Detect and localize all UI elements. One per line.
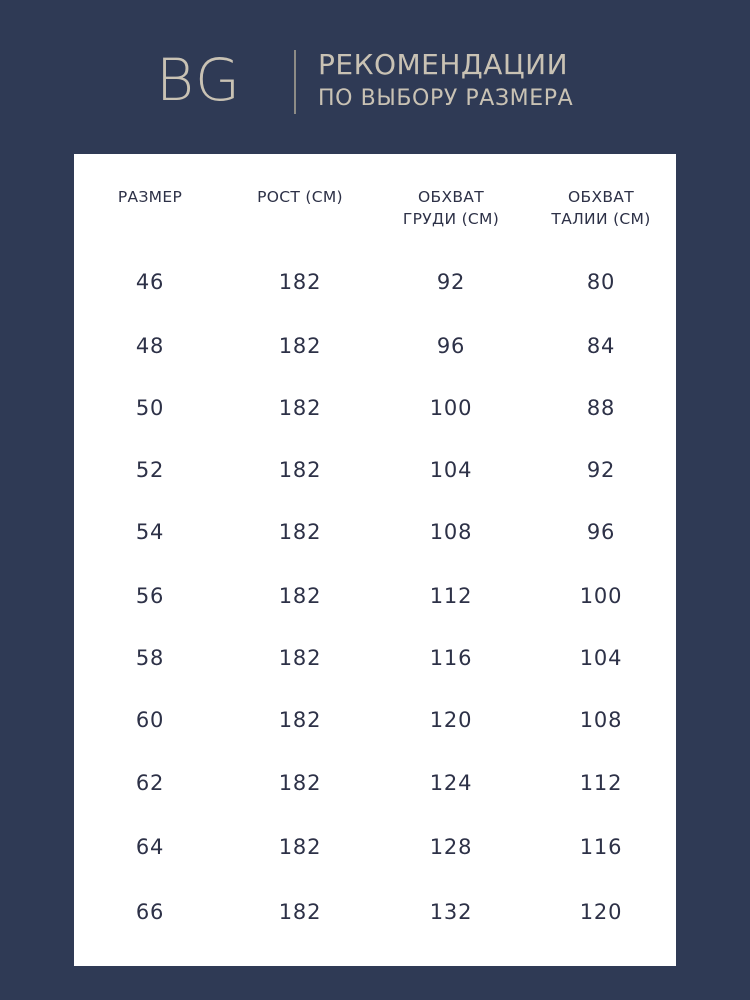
cell-height: 182: [278, 584, 322, 608]
cell-height: 182: [278, 520, 322, 544]
table-header-row: [74, 184, 676, 244]
cell-waist: 108: [579, 708, 623, 732]
table-row: [74, 388, 676, 428]
cell-chest: 100: [429, 396, 473, 420]
cell-height: 182: [278, 900, 322, 924]
cell-waist: 104: [579, 646, 623, 670]
cell-chest: 112: [429, 584, 473, 608]
cell-chest: 124: [429, 771, 473, 795]
cell-height: 182: [278, 835, 322, 859]
table-row: [74, 262, 676, 302]
table-row: [74, 700, 676, 740]
cell-waist: 120: [579, 900, 623, 924]
cell-height: 182: [278, 771, 322, 795]
cell-height: 182: [278, 270, 322, 294]
cell-size: 56: [135, 584, 165, 608]
header-waist: ОБХВАТ ТАЛИИ (СМ): [551, 188, 651, 228]
header-divider: [294, 50, 296, 114]
table-row: [74, 450, 676, 490]
cell-waist: 84: [586, 334, 616, 358]
table-row: [74, 512, 676, 552]
table-row: [74, 827, 676, 867]
cell-height: 182: [278, 396, 322, 420]
cell-size: 46: [135, 270, 165, 294]
cell-chest: 108: [429, 520, 473, 544]
cell-chest: 96: [436, 334, 466, 358]
cell-waist: 80: [586, 270, 616, 294]
table-row: [74, 763, 676, 803]
cell-chest: 116: [429, 646, 473, 670]
cell-size: 62: [135, 771, 165, 795]
cell-size: 54: [135, 520, 165, 544]
cell-size: 50: [135, 396, 165, 420]
title-line-2: ПО ВЫБОРУ РАЗМЕРА: [318, 86, 574, 111]
cell-height: 182: [278, 708, 322, 732]
table-row: [74, 326, 676, 366]
cell-size: 66: [135, 900, 165, 924]
cell-size: 58: [135, 646, 165, 670]
cell-chest: 128: [429, 835, 473, 859]
cell-chest: 104: [429, 458, 473, 482]
cell-height: 182: [278, 458, 322, 482]
header-chest: ОБХВАТ ГРУДИ (СМ): [402, 188, 500, 228]
header-size: РАЗМЕР: [117, 188, 183, 206]
cell-waist: 100: [579, 584, 623, 608]
cell-chest: 132: [429, 900, 473, 924]
cell-height: 182: [278, 334, 322, 358]
cell-size: 48: [135, 334, 165, 358]
title-line-1: РЕКОМЕНДАЦИИ: [318, 48, 569, 81]
header: [0, 0, 750, 150]
cell-height: 182: [278, 646, 322, 670]
cell-size: 60: [135, 708, 165, 732]
cell-chest: 92: [436, 270, 466, 294]
cell-waist: 96: [586, 520, 616, 544]
cell-chest: 120: [429, 708, 473, 732]
cell-waist: 92: [586, 458, 616, 482]
cell-size: 52: [135, 458, 165, 482]
table-row: [74, 892, 676, 932]
cell-waist: 112: [579, 771, 623, 795]
table-row: [74, 576, 676, 616]
size-table-card: [74, 154, 676, 966]
page-title: [318, 48, 573, 116]
table-row: [74, 638, 676, 678]
cell-size: 64: [135, 835, 165, 859]
cell-waist: 116: [579, 835, 623, 859]
cell-waist: 88: [586, 396, 616, 420]
header-height: РОСТ (СМ): [257, 188, 343, 206]
brand-logo: BG: [156, 46, 242, 114]
